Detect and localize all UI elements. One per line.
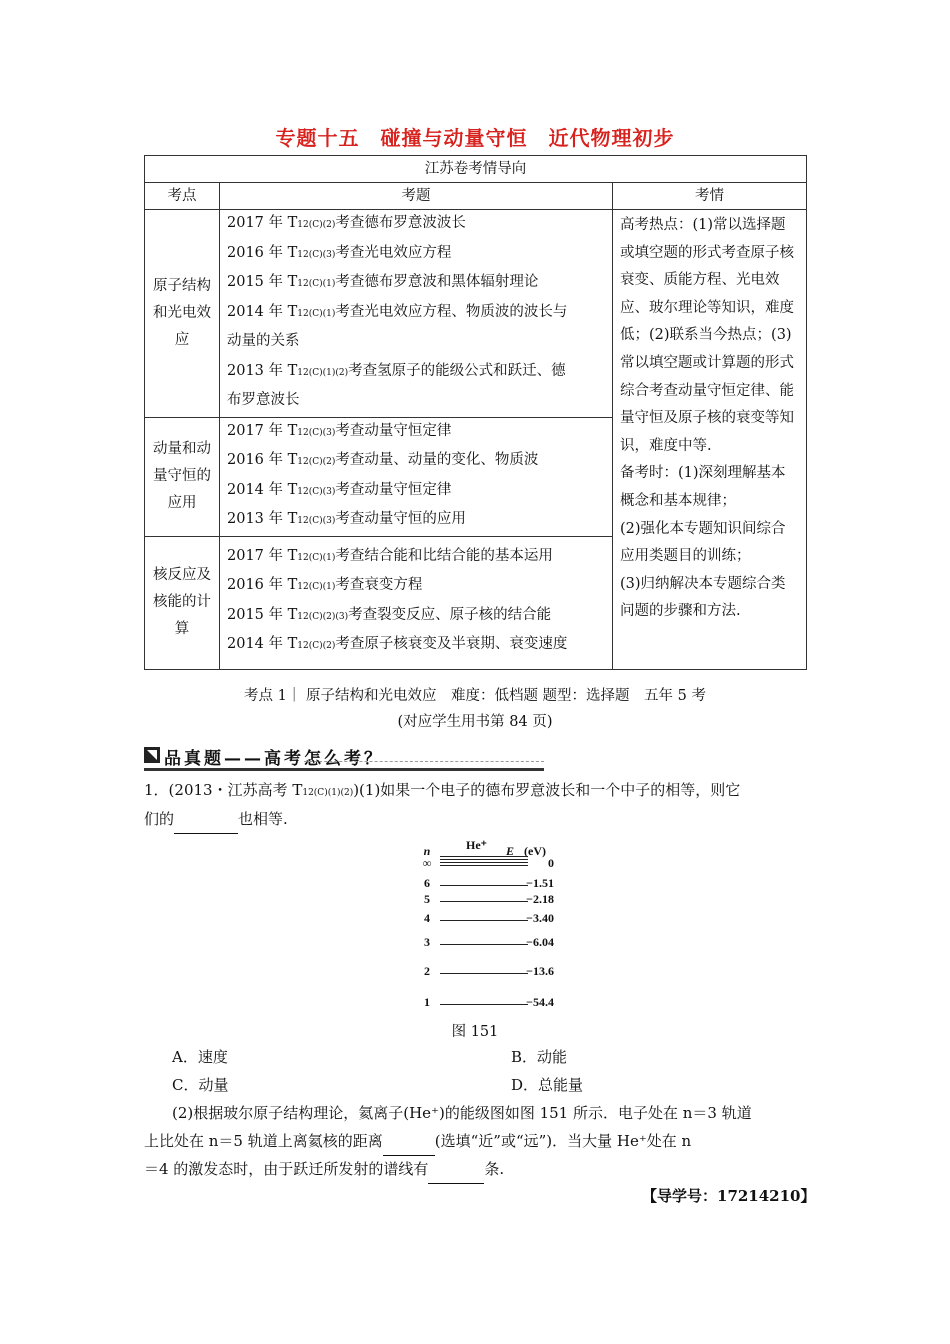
kaodian-1: 原子结构和光电效应 bbox=[145, 210, 220, 418]
header-kaoqing: 考情 bbox=[613, 183, 807, 210]
kaoti-year: 2014 年 T bbox=[227, 481, 298, 498]
line2-post: 也相等. bbox=[238, 810, 288, 828]
part2b-pre: 上比处在 n＝5 轨道上离氦核的距离 bbox=[144, 1132, 383, 1150]
kaoti-year: 2016 年 T bbox=[227, 452, 298, 468]
level-energy: −6.04 bbox=[526, 935, 554, 949]
kaoti-line bbox=[220, 477, 612, 507]
level-line bbox=[440, 859, 528, 860]
intro-sub: 12(C)(1)(2) bbox=[302, 788, 354, 798]
level-n: 2 bbox=[424, 964, 430, 978]
kaoti-desc: 考查结合能和比结合能的基本运用 bbox=[335, 547, 553, 564]
blank-2[interactable] bbox=[383, 1139, 435, 1156]
energy-level-figure bbox=[420, 838, 570, 1018]
page-ref: (对应学生用书第 84 页) bbox=[397, 714, 553, 730]
kaoti-line bbox=[220, 269, 612, 299]
kaoti-desc: 考查德布罗意波和黑体辐射理论 bbox=[335, 274, 539, 290]
level-n: 3 bbox=[424, 935, 430, 949]
option-b[interactable]: B．动能 bbox=[511, 1048, 568, 1066]
banner-icon bbox=[144, 747, 160, 763]
banner-rule bbox=[144, 768, 544, 771]
intro-post: )(1)如果一个电子的德布罗意波长和一个中子的相等，则它 bbox=[353, 781, 741, 799]
level-line bbox=[440, 885, 528, 886]
option-c[interactable]: C．动量 bbox=[172, 1076, 229, 1094]
fig-header-n: n bbox=[423, 844, 431, 858]
kaoti-sub: 12(C)(3) bbox=[297, 516, 336, 526]
level-line bbox=[440, 862, 528, 863]
kaoti-cell-1 bbox=[220, 210, 613, 418]
kaoti-line bbox=[220, 631, 612, 661]
level-n: 4 bbox=[424, 911, 430, 925]
kaoti-desc: 考查裂变反应、原子核的结合能 bbox=[348, 606, 552, 623]
kaoti-desc: 动量的关系 bbox=[227, 333, 300, 349]
kaoti-sub: 12(C)(3) bbox=[297, 249, 336, 260]
table-caption: 江苏卷考情导向 bbox=[145, 156, 807, 183]
figure-caption: 图 151 bbox=[451, 1024, 499, 1040]
kaoti-desc: 考查光电效应方程、物质波的波长与 bbox=[335, 303, 568, 320]
kaoti-sub: 12(C)(1) bbox=[297, 308, 336, 319]
kaoti-line bbox=[220, 506, 612, 536]
part2b-post: (选填“近”或“远”)．当大量 He⁺处在 n bbox=[434, 1132, 692, 1150]
kaoti-year: 2014 年 T bbox=[227, 303, 298, 320]
kaoti-line bbox=[220, 572, 612, 602]
banner-dash bbox=[304, 761, 544, 762]
kaoti-sub: 12(C)(1) bbox=[297, 279, 336, 289]
kaoti-line bbox=[220, 418, 612, 448]
option-a[interactable]: A．速度 bbox=[172, 1048, 228, 1066]
kaoti-cell-3 bbox=[220, 536, 613, 669]
blank-1[interactable] bbox=[174, 817, 238, 834]
kaoti-sub: 12(C)(1) bbox=[297, 552, 336, 563]
header-kaodian: 考点 bbox=[145, 183, 220, 210]
intro-pre: 1．(2013・江苏高考 T bbox=[144, 781, 303, 799]
kaoti-line bbox=[220, 210, 612, 240]
level-energy: −13.6 bbox=[526, 964, 554, 978]
kaodian-line: 考点 1｜ 原子结构和光电效应 难度：低档题 题型：选择题 五年 5 考 bbox=[244, 688, 706, 704]
kaoti-year: 2014 年 T bbox=[227, 636, 298, 652]
kaoti-line bbox=[220, 543, 612, 573]
level-energy: −54.4 bbox=[526, 995, 554, 1009]
level-n: 1 bbox=[424, 995, 430, 1009]
section-banner bbox=[144, 744, 544, 770]
header-kaoti: 考题 bbox=[220, 183, 613, 210]
kaoti-desc: 考查德布罗意波波长 bbox=[335, 215, 466, 231]
kaodian-2: 动量和动量守恒的应用 bbox=[145, 417, 220, 536]
level-energy: −1.51 bbox=[526, 876, 554, 890]
level-energy: −2.18 bbox=[526, 892, 554, 906]
fig-header-e: E bbox=[506, 844, 515, 858]
level-line bbox=[440, 973, 528, 974]
kaoti-desc: 考查动量、动量的变化、物质波 bbox=[335, 452, 539, 468]
kaoti-sub: 12(C)(2) bbox=[297, 220, 336, 230]
guide-number: 【导学号：17214210】 bbox=[642, 1187, 816, 1205]
kaoti-desc: 考查光电效应方程 bbox=[335, 244, 452, 261]
kaoti-sub: 12(C)(1)(2) bbox=[297, 367, 349, 378]
level-line bbox=[440, 865, 528, 866]
kaoti-desc: 考查动量守恒的应用 bbox=[335, 511, 466, 527]
part2-line1: (2)根据玻尔原子结构理论，氦离子(He⁺)的能级图如图 151 所示．电子处在 n＝3 轨道 bbox=[172, 1104, 752, 1122]
line2-pre: 们的 bbox=[144, 810, 175, 828]
kaoti-line bbox=[220, 240, 612, 270]
kaoti-desc: 考查动量守恒定律 bbox=[335, 481, 452, 498]
kaoti-sub: 12(C)(3) bbox=[297, 427, 336, 438]
fig-header-unit: (eV) bbox=[524, 844, 546, 858]
kaoti-year: 2015 年 T bbox=[227, 606, 298, 623]
kaoti-line bbox=[220, 387, 612, 417]
part2-line3 bbox=[144, 1155, 504, 1184]
level-n: 5 bbox=[424, 892, 430, 906]
kaoti-year: 2013 年 T bbox=[227, 511, 298, 527]
kaoti-sub: 12(C)(2) bbox=[297, 457, 336, 467]
level-energy: −3.40 bbox=[526, 911, 554, 925]
fig-header-ion: He⁺ bbox=[466, 838, 487, 852]
kaoti-sub: 12(C)(2) bbox=[297, 641, 336, 651]
level-line bbox=[440, 944, 528, 945]
banner-title: 品真题——高考怎么考？ bbox=[164, 749, 384, 769]
exam-table bbox=[144, 155, 807, 670]
question-line2 bbox=[144, 805, 288, 834]
level-n: ∞ bbox=[422, 856, 432, 870]
kaodian-3: 核反应及核能的计算 bbox=[145, 536, 220, 669]
kaoti-year: 2017 年 T bbox=[227, 547, 298, 564]
part2c-pre: ＝4 的激发态时，由于跃迁所发射的谱线有 bbox=[144, 1160, 429, 1178]
kaoti-sub: 12(C)(1) bbox=[297, 582, 336, 592]
page-title: 专题十五 碰撞与动量守恒 近代物理初步 bbox=[275, 126, 675, 150]
level-line bbox=[440, 856, 528, 857]
kaoqing-cell bbox=[613, 210, 807, 670]
kaoqing-text: 高考热点：(1)常以选择题或填空题的形式考查原子核衰变、质能方程、光电效应、玻尔理论等知识，难度低；(2)联系当今热点；(3)常以填空题或计算题的形式综合考查动量守恒定律、能量守恒及原子核的衰变等知识，难度中等. 备考时：(1)深刻理解基本概念和基本规律； (2)强化本专题知识间综合应用类题目的训练； (3)归纳解决本专题综合类问题的步骤和方法. bbox=[620, 217, 794, 620]
kaoti-desc: 考查原子核衰变及半衰期、衰变速度 bbox=[335, 636, 568, 652]
kaoti-desc: 布罗意波长 bbox=[227, 392, 300, 408]
kaoti-line bbox=[220, 602, 612, 632]
kaoti-desc: 考查动量守恒定律 bbox=[335, 422, 452, 439]
kaoti-desc: 考查衰变方程 bbox=[335, 577, 423, 593]
part2-line2 bbox=[144, 1127, 691, 1156]
kaoti-year: 2015 年 T bbox=[227, 274, 298, 290]
kaoti-line bbox=[220, 328, 612, 358]
kaoti-year: 2016 年 T bbox=[227, 577, 298, 593]
kaoti-year: 2013 年 T bbox=[227, 362, 298, 379]
level-n: 6 bbox=[424, 876, 430, 890]
level-line bbox=[440, 901, 528, 902]
kaoti-sub: 12(C)(2)(3) bbox=[297, 611, 349, 622]
level-energy: 0 bbox=[548, 856, 554, 870]
kaoti-year: 2017 年 T bbox=[227, 422, 298, 439]
kaoti-sub: 12(C)(3) bbox=[297, 486, 336, 497]
part2c-post: 条. bbox=[484, 1160, 505, 1178]
question-intro bbox=[144, 776, 809, 808]
kaoti-year: 2016 年 T bbox=[227, 244, 298, 261]
kaoti-line bbox=[220, 358, 612, 388]
blank-3[interactable] bbox=[428, 1167, 484, 1184]
kaoti-desc: 考查氢原子的能级公式和跃迁、德 bbox=[348, 362, 566, 379]
kaoti-line bbox=[220, 447, 612, 477]
level-line bbox=[440, 1004, 528, 1005]
kaoti-line bbox=[220, 299, 612, 329]
kaoti-cell-2 bbox=[220, 417, 613, 536]
level-line bbox=[440, 920, 528, 921]
kaoti-year: 2017 年 T bbox=[227, 215, 298, 231]
option-d[interactable]: D．总能量 bbox=[511, 1076, 584, 1094]
